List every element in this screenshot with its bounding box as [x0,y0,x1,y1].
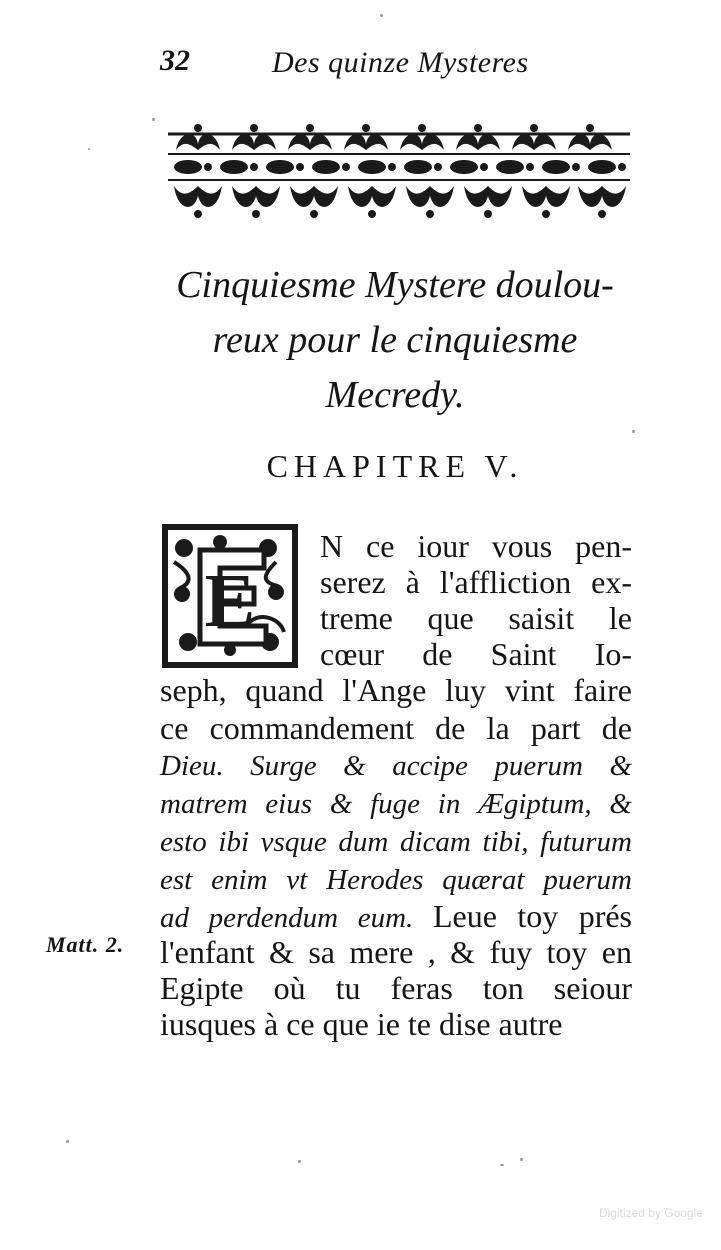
body-line: iusques à ce que ie te dise autre [160,1006,563,1042]
body-line: l'enfant & sa mere , & fuy toy en [160,934,632,970]
print-speck [66,1140,69,1143]
running-head [160,44,630,84]
margin-citation: Matt. 2. [46,932,125,957]
chapter-title [150,258,640,423]
body-line-latin: esto ibi vsque dum dicam tibi, futurum [160,826,632,858]
print-speck [152,118,155,121]
watermark: Digitized by Google [598,1206,703,1220]
body-line: N ce iour vous pen- [320,528,632,564]
body-line: seph, quand l'Ange luy vint faire [160,672,632,708]
body-line-latin: est enim vt Herodes quærat puerum [160,864,632,896]
body-line: cœur de Saint Io- [320,636,632,672]
chapter-title-line: reux pour le cinquiesme [212,319,578,361]
running-title: Des quinze Mysteres [272,46,529,79]
body-line [160,898,632,936]
print-speck [380,14,383,17]
initial-letter: E [204,559,256,643]
fleuron-ornament [168,120,630,220]
body-line-latin: Dieu. Surge & accipe puerum & [160,750,632,782]
print-speck [500,1164,504,1166]
body-line: serez à l'affliction ex- [320,564,632,600]
body-line: Egipte où tu feras ton seiour [160,970,632,1006]
body-line: ce commandement de la part de [160,710,632,746]
chapter-title-line: Cinquiesme Mystere doulou- [176,264,614,306]
print-speck [88,148,90,150]
page-number: 32 [160,44,190,77]
ornamental-initial-e [160,522,300,670]
print-speck [520,1158,523,1161]
print-speck [632,430,635,433]
chapter-label: CHAPITRE V. [266,448,524,484]
body-line: treme que saisit le [320,600,632,636]
latin-phrase: ad perdendum eum. [160,902,433,934]
body-line-latin: matrem eius & fuge in Ægiptum, & [160,788,632,820]
french-phrase: Leue toy prés [433,898,633,934]
print-speck [298,1160,301,1163]
chapter-title-line: Mecredy. [325,374,465,416]
